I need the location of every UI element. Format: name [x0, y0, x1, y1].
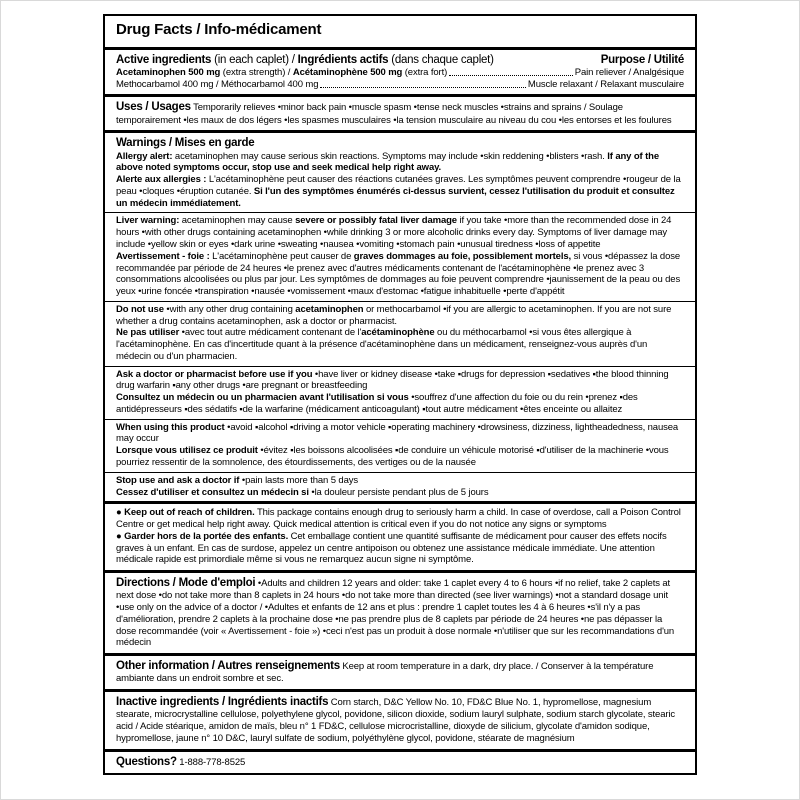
dotted-leader [449, 75, 573, 76]
warnings-heading: Warnings / Mises en garde [116, 137, 255, 150]
liver-warning-fr: Avertissement - foie : L'acétaminophène peut causer de graves dommages au foie, possiblement mortels, si vous •dépassez la dose recommandée par période de 24 heures •le prenez avec d'autres médicaments contenant de l'acétaminophène •le prenez avec 3 consommations alcoolisées ou plus par jour. Les symptômes de dommages au foie peuvent comprendre •jaunissement de la peau ou des yeux •urine foncée •transpiration •nausée •vomissement •maux d'estomac •fatigue inhabituelle •perte d'appétit [116, 250, 681, 298]
warnings-allergy-block [105, 133, 695, 212]
drug-facts-label [103, 14, 697, 775]
ingredient-purpose: Muscle relaxant / Relaxant musculaire [527, 78, 684, 90]
stop-use-fr: Cessez d'utiliser et consultez un médecin si •la douleur persiste pendant plus de 5 jours [116, 486, 489, 498]
ingredient-purpose: Pain reliever / Analgésique [574, 66, 684, 78]
dotted-leader [320, 87, 526, 88]
ask-doctor-en: Ask a doctor or pharmacist before use if you •have liver or kidney disease •take ▪drugs for depression ▪sedatives ▪the blood thinning drug warfarin ▪any other drugs •are pregnant or breastfeeding [116, 368, 669, 392]
do-not-use-fr: Ne pas utiliser •avec tout autre médicament contenant de l'acétaminophène ou du méthocarbamol •si vous êtes allergique à l'acétaminophène. En cas d'incertitude quant à la présence d'acétaminophène dans un médicament, renseignez-vous auprès d'un médecin ou d'un pharmacien. [116, 327, 648, 362]
section-questions [105, 749, 695, 773]
ask-doctor-fr: Consultez un médecin ou un pharmacien avant l'utilisation si vous •souffrez d'une affection du foie ou du rein •prenez ▪des antidépresseurs ▪des sédatifs ▪de la warfarine (médicament anticoagulant) ▪tout autre médicament •êtes enceinte ou allaitez [116, 392, 638, 415]
section-uses [105, 94, 695, 130]
warnings-liver-block [105, 212, 695, 300]
purpose-heading: Purpose / Utilité [600, 53, 684, 66]
liver-warning-en: Liver warning: acetaminophen may cause severe or possibly fatal liver damage if you take •more than the recommended dose in 24 hours •with other drugs containing acetaminophen •while drinking 3 or more alcoholic drinks every day. Symptoms of liver damage may include •yellow skin or eyes •dark urine •sweating •nausea •vomiting •stomach pain •unusual tiredness •loss of appetite [116, 215, 672, 250]
inactive-ingredients-text: Inactive ingredients / Ingrédients inactifs Corn starch, D&C Yellow No. 10, FD&C Blue No. 1, hypromellose, magnesium stearate, microcrystalline cellulose, polyethylene glycol, povidone, silicon dioxide, sodium lauryl sulphate, sodium starch glycolate, stearic acid / Acide stéarique, amidon de maïs, bleu n° 1 FD&C, cellulose microcristalline, dioxyde de silicium, glycolate d'amidon sodique, hypromellose, jaune n° 10 D&C, lauryl sulfate de sodium, polyéthylène glycol, povidone, stéarate de magnésium [116, 696, 676, 745]
ingredient-row-acetaminophen [116, 67, 684, 79]
section-title [105, 16, 695, 47]
keep-out-of-reach-en: ● Keep out of reach of children. This package contains enough drug to seriously harm a child. In case of overdose, call a Poison Control Centre or get medical help right away. Quick medical attention is critical even if you do not notice any signs or symptoms [116, 507, 681, 531]
do-not-use-en: Do not use •with any other drug containing acetaminophen or methocarbamol •if you are allergic to acetaminophen. If you are not sure whether a drug contains acetaminophen, ask a doctor or pharmacist. [116, 303, 672, 327]
warnings-ask-doctor-block [105, 366, 695, 419]
section-warnings [105, 130, 695, 501]
stop-use-en: Stop use and ask a doctor if •pain lasts more than 5 days [116, 474, 359, 486]
ingredient-name: Methocarbamol 400 mg / Méthocarbamol 400 mg [116, 78, 319, 90]
warnings-do-not-use-block [105, 301, 695, 366]
uses-text: Uses / Usages Temporarily relieves •minor back pain •muscle spasm •tense neck muscles •strains and sprains / Soulage temporairement •les maux de dos légers •les spasmes musculaires •la tension musculaire au niveau du cou •les entorses et les foulures [116, 101, 672, 126]
section-active-ingredients [105, 47, 695, 95]
allergy-alert-en: Allergy alert: acetaminophen may cause serious skin reactions. Symptoms may include •skin reddening •blisters •rash. If any of the above noted symptoms occur, stop use and seek medical help right away. [116, 150, 659, 174]
active-ingredients-heading: Active ingredients (in each caplet) / Ingrédients actifs (dans chaque caplet) [116, 53, 494, 66]
section-keep-out-of-reach [105, 501, 695, 570]
when-using-en: When using this product •avoid ▪alcohol ▪driving a motor vehicle ▪operating machinery •drowsiness, dizziness, lightheadedness, nausea may occur [116, 421, 679, 445]
warnings-when-using-block [105, 419, 695, 472]
section-inactive-ingredients [105, 689, 695, 749]
allergy-alert-fr: Alerte aux allergies : L'acétaminophène peut causer des réactions cutanées graves. Les symptômes peuvent comprendre •rougeur de la peau •cloques •éruption cutanée. Si l'un des symptômes énumérés ci-dessus survient, cessez l'utilisation du produit et consultez un médecin immédiatement. [116, 174, 681, 209]
label-title: Drug Facts / Info-médicament [116, 21, 322, 38]
ingredient-row-methocarbamol [116, 79, 684, 91]
when-using-fr: Lorsque vous utilisez ce produit •évitez ▪les boissons alcoolisées ▪de conduire un véhicule motorisé ▪d'utiliser de la machinerie •vous pourriez ressentir de la somnolence, des étourdissements, des vertiges ou de la nausée [116, 445, 669, 469]
keep-out-of-reach-fr: ● Garder hors de la portée des enfants. Cet emballage contient une quantité suffisante de médicament pour causer des effets nocifs graves à un enfant. En cas de surdose, appelez un centre antipoison ou obtenez une assistance médicale immédiate. Une attention médicale rapide est primordiale même si vous ne remarquez aucun signe ni symptôme. [116, 530, 667, 566]
active-ingredients-header [116, 53, 684, 67]
section-other-information [105, 653, 695, 689]
directions-text: Directions / Mode d'emploi •Adults and children 12 years and older: take 1 caplet every 4 to 6 hours •if no relief, take 2 caplets at next dose •do not take more than 8 caplets in 24 hours •do not take more than directed (see liver warnings) •not a standard dosage unit •use only on the advice of a doctor / •Adultes et enfants de 12 ans et plus : prendre 1 caplet toutes les 4 à 6 heures •s'il n'y a pas d'amélioration, prendre 2 caplets à la prochaine dose •ne pas prendre plus de 8 caplets par période de 24 heures •ne pas dépasser la dose recommandée (voir « Avertissement - foie ») •ceci n'est pas un produit à dose normale •n'utiliser que sur les recommandations d'un médecin [116, 577, 675, 649]
ingredient-name: Acetaminophen 500 mg (extra strength) / Acétaminophène 500 mg (extra fort) [116, 66, 448, 78]
warnings-stop-use-block [105, 472, 695, 502]
questions-text: Questions? 1-888-778-8525 [116, 755, 246, 768]
section-directions [105, 570, 695, 653]
other-information-text: Other information / Autres renseignements Keep at room temperature in a dark, dry place. / Conserver à la température ambiante dans un endroit sombre et sec. [116, 660, 654, 685]
